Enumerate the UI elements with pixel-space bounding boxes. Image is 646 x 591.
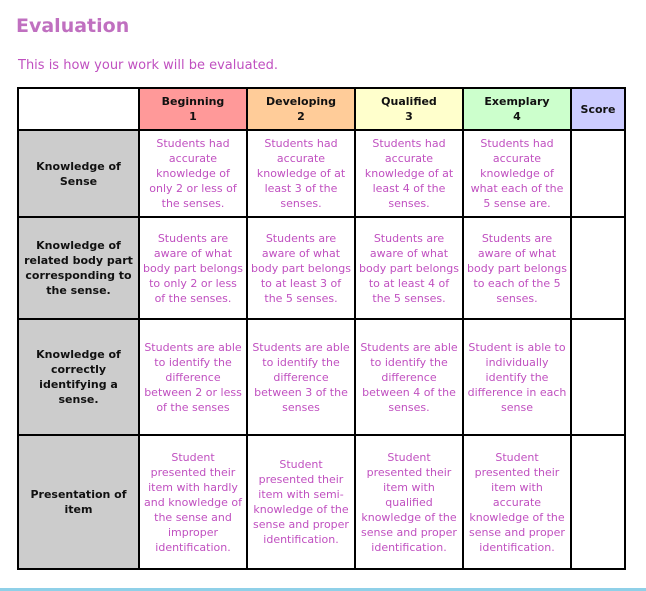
rubric-cell: Student presented their item with hardly and knowledge of the sense and improper identification.: [139, 435, 247, 569]
page-title: Evaluation: [16, 15, 130, 37]
table-row: [18, 435, 625, 569]
rubric-cell: Students had accurate knowledge of only 2 or less of the senses.: [139, 130, 247, 217]
rubric-cell: Student is able to individually identify the difference in each sense: [463, 319, 571, 435]
row-header-identifying-sense: Knowledge of correctly identifying a sense.: [18, 319, 139, 435]
rubric-cell: Students are aware of what body part belongs to each of the 5 senses.: [463, 217, 571, 319]
column-header-qualified: Qualified 3: [355, 88, 463, 130]
evaluation-rubric-table: [17, 87, 626, 570]
rubric-cell: Student presented their item with qualified knowledge of the sense and proper identification.: [355, 435, 463, 569]
column-header-beginning: Beginning 1: [139, 88, 247, 130]
column-header-exemplary: Exemplary 4: [463, 88, 571, 130]
header-row: [18, 88, 625, 130]
column-header-score: Score: [571, 88, 625, 130]
rubric-cell: Students had accurate knowledge of at least 4 of the senses.: [355, 130, 463, 217]
rubric-cell: Students are able to identify the difference between 4 of the senses.: [355, 319, 463, 435]
rubric-cell: Students are aware of what body part belongs to at least 4 of the 5 senses.: [355, 217, 463, 319]
score-cell: [571, 435, 625, 569]
rubric-cell: Students had accurate knowledge of what each of the 5 sense are.: [463, 130, 571, 217]
score-cell: [571, 217, 625, 319]
table-row: [18, 130, 625, 217]
intro-text: This is how your work will be evaluated.: [18, 58, 279, 73]
table-row: [18, 319, 625, 435]
rubric-cell: Students are aware of what body part belongs to at least 3 of the 5 senses.: [247, 217, 355, 319]
rubric-cell: Students are able to identify the difference between 2 or less of the senses: [139, 319, 247, 435]
corner-cell: [18, 88, 139, 130]
table-row: [18, 217, 625, 319]
rubric-cell: Students are able to identify the difference between 3 of the senses: [247, 319, 355, 435]
rubric-cell: Students are aware of what body part belongs to only 2 or less of the senses.: [139, 217, 247, 319]
rubric-cell: Student presented their item with accurate knowledge of the sense and proper identification.: [463, 435, 571, 569]
rubric-cell: Student presented their item with semi-knowledge of the sense and proper identification.: [247, 435, 355, 569]
score-cell: [571, 319, 625, 435]
rubric-cell: Students had accurate knowledge of at least 3 of the senses.: [247, 130, 355, 217]
row-header-body-part: Knowledge of related body part corresponding to the sense.: [18, 217, 139, 319]
column-header-developing: Developing 2: [247, 88, 355, 130]
row-header-knowledge-of-sense: Knowledge of Sense: [18, 130, 139, 217]
score-cell: [571, 130, 625, 217]
row-header-presentation: Presentation of item: [18, 435, 139, 569]
